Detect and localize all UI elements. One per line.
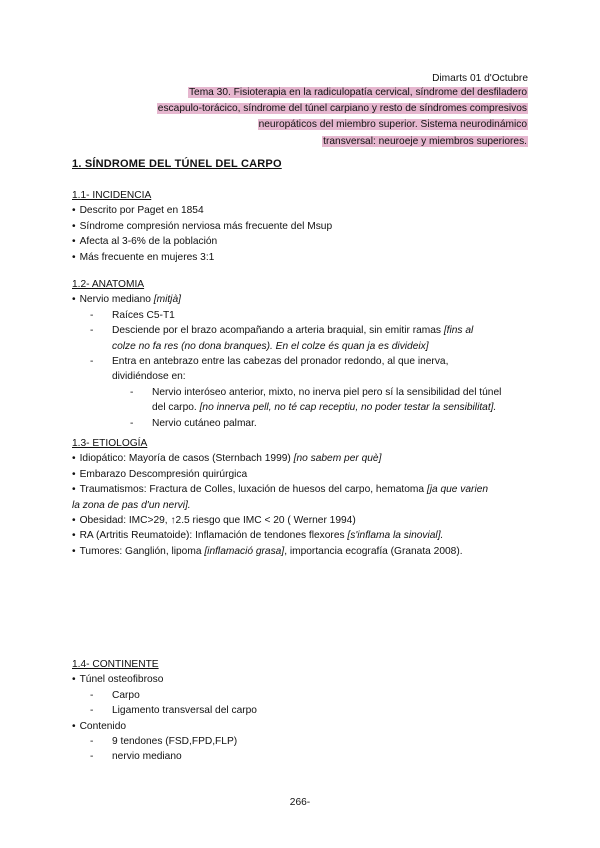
list-item-continued: colze no fa res (no dona branques). En el colze és quan ja es divideix] <box>112 340 429 352</box>
list-item: - Nervio cutáneo palmar. <box>130 417 257 429</box>
list-item: - Nervio interóseo anterior, mixto, no inerva piel pero sí la sensibilidad del túnel <box>130 386 502 398</box>
list-item: • Afecta al 3-6% de la población <box>72 234 532 249</box>
list-item: • Embarazo Descompresión quirúrgica <box>72 467 532 482</box>
list-item-continued: la zona de pas d'un nervi]. <box>72 499 191 511</box>
tema-line-3: neuropáticos del miembro superior. Sistema neurodinámico <box>258 119 527 131</box>
tema-line-1: Tema 30. Fisioterapia en la radiculopatía cervical, síndrome del desfiladero <box>188 87 527 98</box>
tema-heading <box>157 85 528 150</box>
list-item: - Raíces C5-T1 <box>90 309 175 321</box>
list-item: • Nervio mediano [mitjà] <box>72 292 532 307</box>
tema-line-4: transversal: neuroeje y miembros superiores. <box>323 135 527 147</box>
tema-line-2: escapulo-torácico, síndrome del túnel carpiano y resto de síndromes compresivos <box>157 103 527 115</box>
section-anatomia <box>72 277 532 431</box>
list-item: • Más frecuente en mujeres 3:1 <box>72 250 532 265</box>
list-item: - Entra en antebrazo entre las cabezas del pronador redondo, al que inerva, <box>90 356 449 368</box>
section-etiologia <box>72 436 532 559</box>
list-item: - Desciende por el brazo acompañando a arteria braquial, sin emitir ramas [fins al <box>90 325 474 337</box>
list-item: • Síndrome compresión nerviosa más frecuente del Msup <box>72 219 532 234</box>
list-item: • Tumores: Ganglión, lipoma [inflamació grasa], importancia ecografía (Granata 2008). <box>72 544 532 559</box>
section-incidencia <box>72 188 532 265</box>
list-item: • Obesidad: IMC>29, ↑2.5 riesgo que IMC < 20 ( Werner 1994) <box>72 513 532 528</box>
list-item: • Idiopático: Mayoría de casos (Sternbach 1999) [no sabem per què] <box>72 451 532 466</box>
incidencia-title: 1.1- INCIDENCIA <box>72 190 152 201</box>
list-item: • Traumatismos: Fractura de Colles, luxación de huesos del carpo, hematoma [ja que varien <box>72 482 532 497</box>
list-item-continued: del carpo. [no innerva pell, no té cap receptiu, no poder testar la sensibilitat]. <box>152 402 497 414</box>
section-continente <box>72 657 532 765</box>
list-item: • RA (Artritis Reumatoide): Inflamación de tendones flexores [s'inflama la sinovial]. <box>72 528 532 543</box>
list-item: - Ligamento transversal del carpo <box>90 705 257 717</box>
section-title: 1. SÍNDROME DEL TÚNEL DEL CARPO <box>72 158 282 170</box>
etiologia-title: 1.3- ETIOLOGÍA <box>72 438 148 449</box>
list-item: • Contenido <box>72 719 532 734</box>
anatomia-title: 1.2- ANATOMIA <box>72 279 145 290</box>
continente-title: 1.4- CONTINENTE <box>72 659 159 670</box>
header-date: Dimarts 01 d'Octubre <box>432 73 528 84</box>
list-item: - nervio mediano <box>90 751 182 763</box>
list-item: - 9 tendones (FSD,FPD,FLP) <box>90 736 238 748</box>
list-item: • Túnel osteofibroso <box>72 672 532 687</box>
page-number: 266- <box>289 797 311 808</box>
list-item-continued: dividiéndose en: <box>112 371 186 383</box>
list-item: - Carpo <box>90 689 140 701</box>
list-item: • Descrito por Paget en 1854 <box>72 203 532 218</box>
